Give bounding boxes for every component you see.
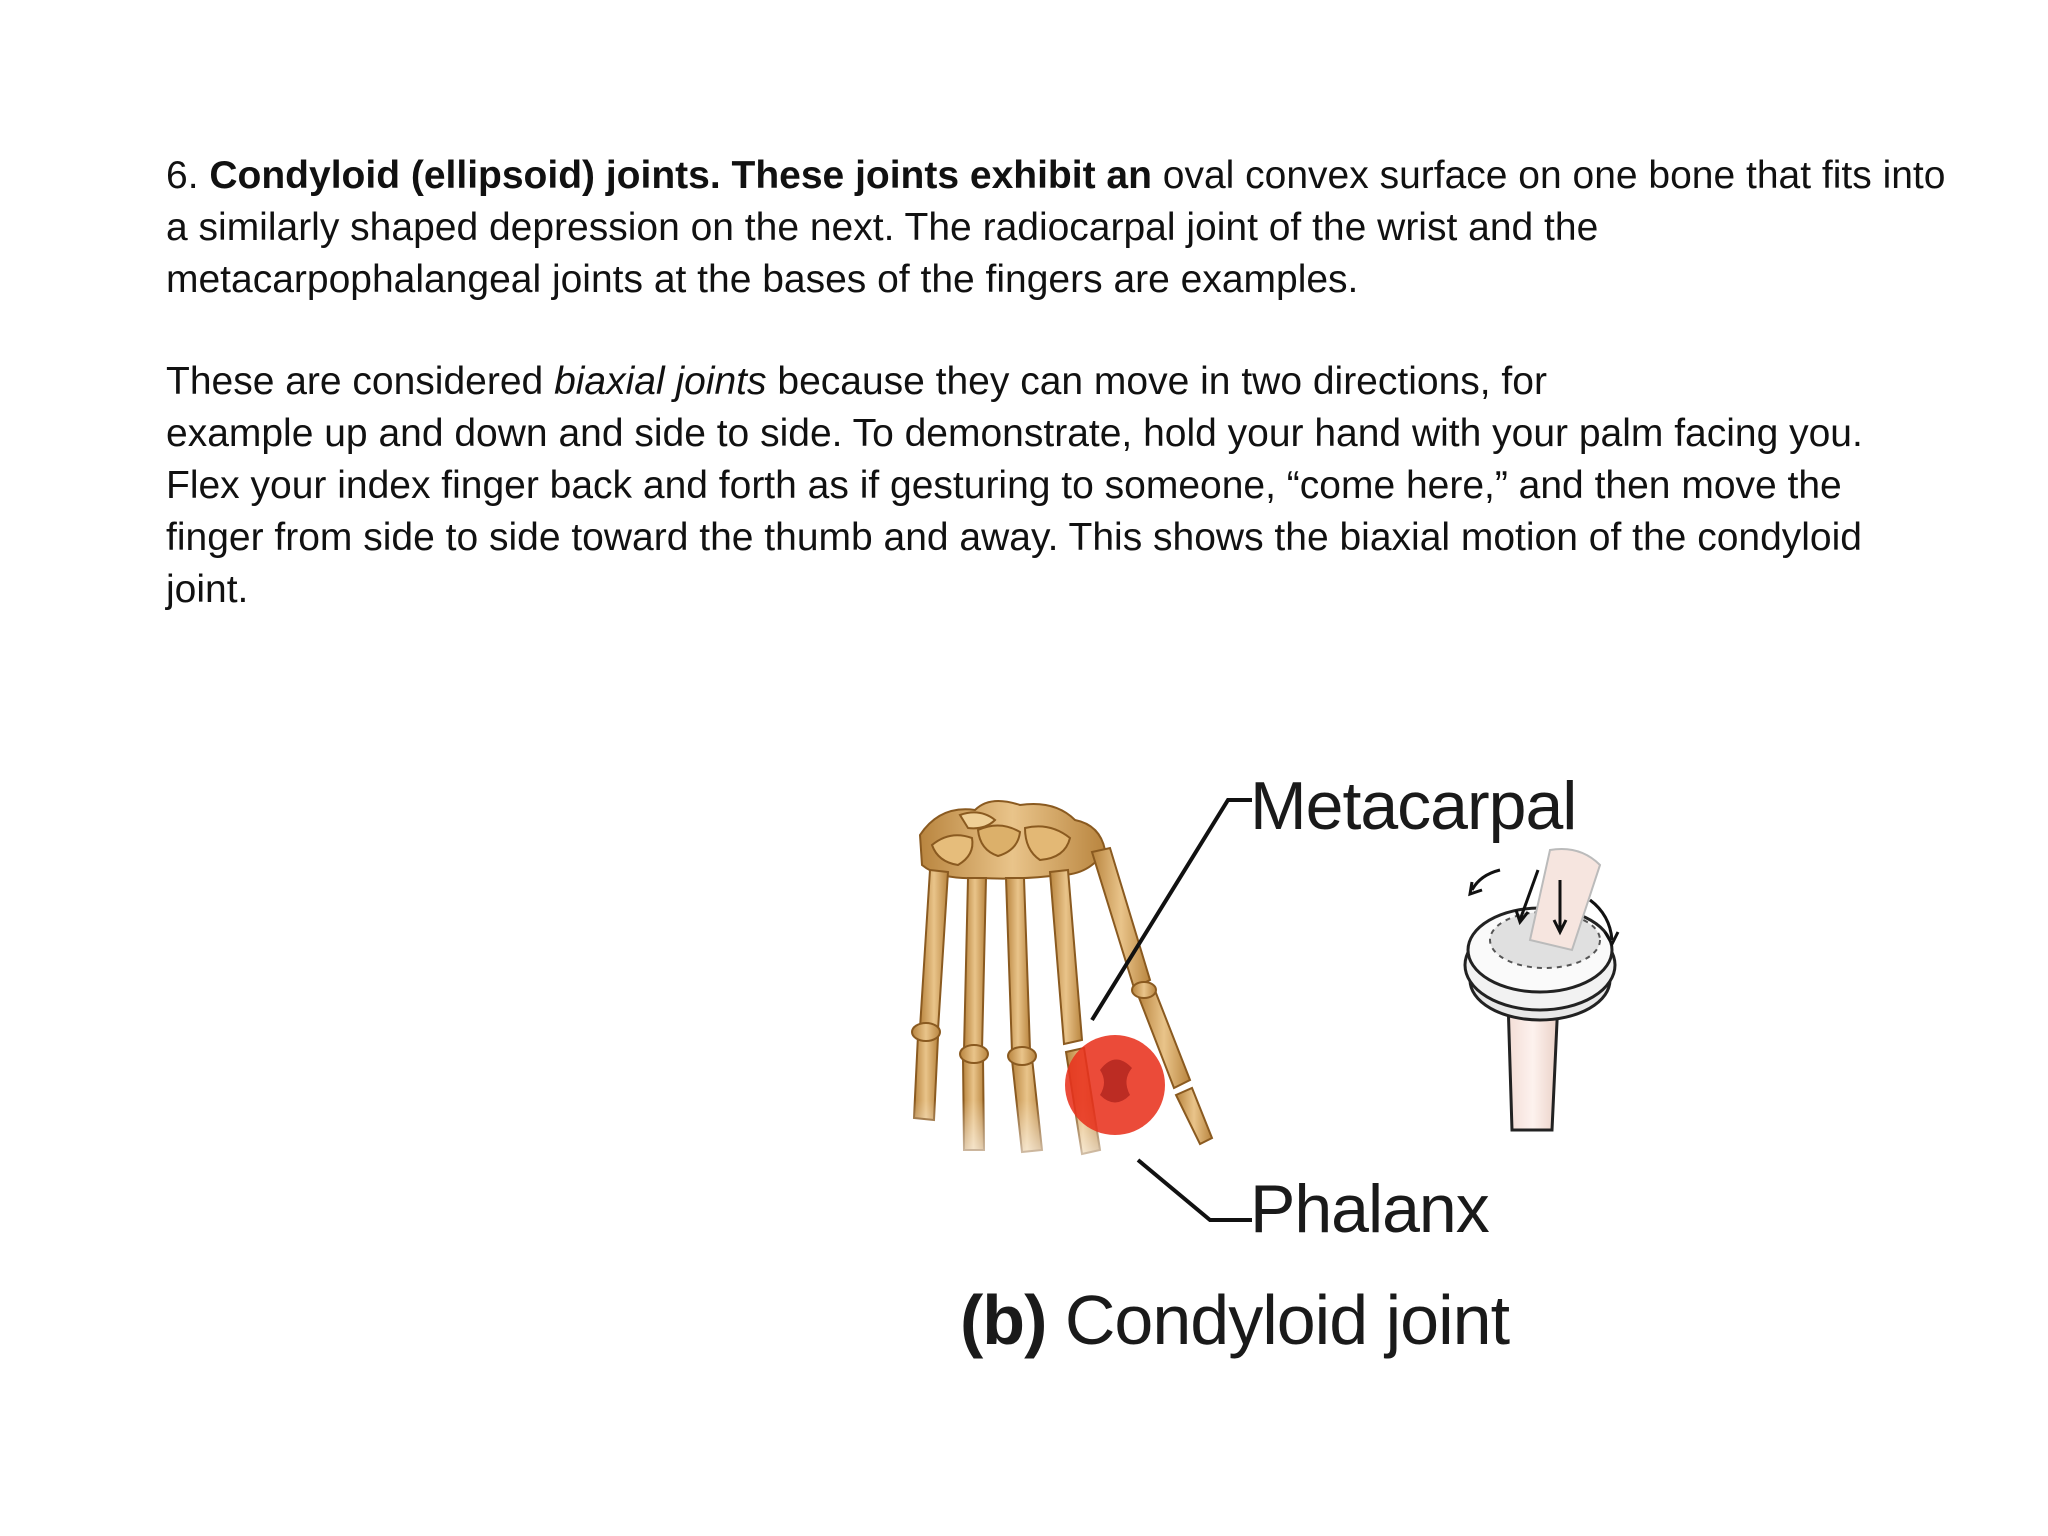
label-phalanx: Phalanx [1250, 1171, 1489, 1247]
paragraph2-line2: example up and down and side to side. To demonstrate, hold your hand with your palm facing you. [166, 412, 1863, 455]
label-metacarpal: Metacarpal [1250, 768, 1577, 844]
paragraph2-line4: finger from side to side toward the thumb and away. This shows the biaxial motion of the condyloid [166, 516, 1862, 559]
figure-caption: (b) Condyloid joint [960, 1281, 1510, 1359]
paragraph1-line1: 6. Condyloid (ellipsoid) joints. These joints exhibit an oval convex surface on one bone that fits into [166, 154, 1946, 197]
paragraph2-line5: joint. [166, 568, 249, 611]
paragraph-biaxial-explanation [166, 356, 1926, 616]
italic-term: biaxial joints [554, 360, 767, 403]
paragraph2-line1: These are considered biaxial joints because they can move in two directions, for [166, 360, 1547, 403]
carpal-bones [920, 801, 1105, 879]
bold-heading: Condyloid (ellipsoid) joints. These joints exhibit an [209, 154, 1152, 197]
paragraph1-line3: metacarpophalangeal joints at the bases of the fingers are examples. [166, 258, 1359, 301]
condyloid-joint-figure [860, 750, 1660, 1370]
paragraph-condyloid-definition [166, 150, 1946, 306]
metacarpal-bones [920, 848, 1150, 1052]
joint-model-illustration [1465, 849, 1618, 1130]
phalanx-leader-line [1138, 1160, 1252, 1220]
paragraph1-line2: a similarly shaped depression on the next. The radiocarpal joint of the wrist and the [166, 206, 1599, 249]
paragraph2-line3: Flex your index finger back and forth as if gesturing to someone, “come here,” and then move the [166, 464, 1842, 507]
